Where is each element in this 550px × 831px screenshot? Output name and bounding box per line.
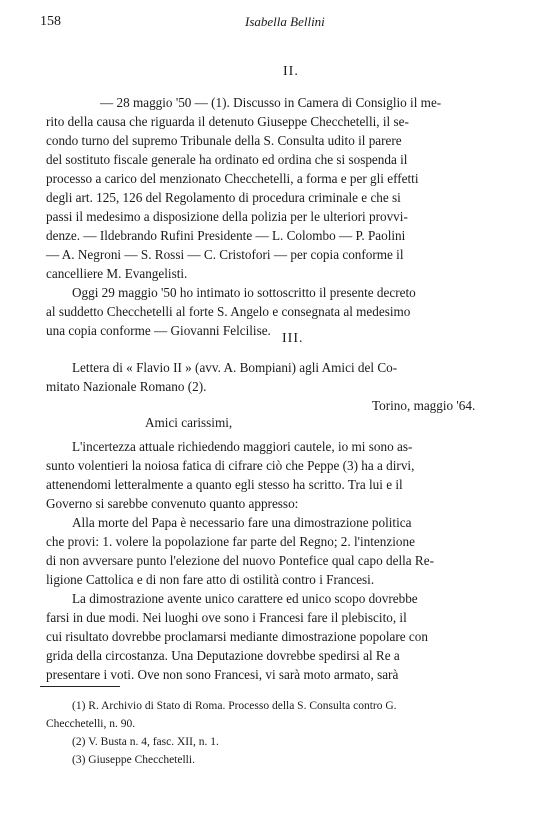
text-line: mitato Nazionale Romano (2). (46, 379, 207, 394)
text-line: che provi: 1. volere la popolazione far parte del Regno; 2. l'intenzione (46, 534, 415, 549)
text-line: una copia conforme — Giovanni Felcilise. (46, 323, 271, 338)
text-line: cancelliere M. Evangelisti. (46, 266, 188, 281)
page-number: 158 (40, 14, 61, 29)
text-line: L'incertezza attuale richiedendo maggiori cautele, io mi sono as- (72, 439, 413, 454)
text-line: farsi in due modi. Nei luoghi ove sono i Francesi fare il plebiscito, il (46, 610, 407, 625)
text-line: processo a carico del menzionato Checchetelli, a forma e per gli effetti (46, 171, 419, 186)
footnote: (1) R. Archivio di Stato di Roma. Processo della S. Consulta contro G. (72, 700, 397, 712)
running-title: Isabella Bellini (245, 14, 325, 29)
text-line: — A. Negroni — S. Rossi — C. Cristofori — per copia conforme il (46, 247, 404, 262)
text-line: sunto volentieri la noiosa fatica di cifrare ciò che Peppe (3) ha a dirvi, (46, 458, 415, 473)
text-line: passi il medesimo a disposizione della polizia per le ulteriori provvi- (46, 209, 408, 224)
text-line: attenendomi letteralmente a quanto egli stesso ha scritto. Tra lui e il (46, 477, 403, 492)
text-line: denze. — Ildebrando Rufini Presidente — L. Colombo — P. Paolini (46, 228, 406, 243)
text-line: al suddetto Checchetelli al forte S. Angelo e consegnata al medesimo (46, 304, 411, 319)
text-line: Alla morte del Papa è necessario fare una dimostrazione politica (72, 515, 412, 530)
text-line: di non avversare punto l'elezione del nuovo Pontefice qual capo della Re- (46, 553, 434, 568)
text-line: rito della causa che riguarda il detenuto Giuseppe Checchetelli, il se- (46, 114, 409, 129)
text-line: condo turno del supremo Tribunale della S. Consulta udito il parere (46, 133, 402, 148)
text-line: presentare i voti. Ove non sono Francesi, vi sarà moto armato, sarà (46, 667, 399, 682)
text-line: grida della circostanza. Una Deputazione dovrebbe spedirsi al Re a (46, 648, 400, 663)
footnote: (3) Giuseppe Checchetelli. (72, 754, 195, 766)
text-line: cui risultato dovrebbe proclamarsi mediante dimostrazione popolare con (46, 629, 428, 644)
text-line: ligione Cattolica e di non fare atto di ostilità contro i Francesi. (46, 572, 375, 587)
footnote: Checchetelli, n. 90. (46, 718, 136, 730)
section-heading-2: II. (283, 64, 299, 79)
text-line: Governo si sarebbe convenuto quanto appresso: (46, 496, 299, 511)
text-line: del sostituto fiscale generale ha ordinato ed ordina che si sospenda il (46, 152, 408, 167)
letter-date: Torino, maggio '64. (372, 398, 476, 413)
text-line: — 28 maggio '50 — (1). Discusso in Camera di Consiglio il me- (100, 95, 442, 110)
footnote: (2) V. Busta n. 4, fasc. XII, n. 1. (72, 736, 219, 748)
letter-salutation: Amici carissimi, (145, 415, 233, 430)
section-heading-3: III. (282, 331, 304, 346)
text-line: Lettera di « Flavio II » (avv. A. Bompiani) agli Amici del Co- (72, 360, 398, 375)
footnote-divider (40, 686, 120, 687)
text-line: degli art. 125, 126 del Regolamento di procedura criminale e che si (46, 190, 401, 205)
text-line: Oggi 29 maggio '50 ho intimato io sottoscritto il presente decreto (72, 285, 416, 300)
text-line: La dimostrazione avente unico carattere ed unico scopo dovrebbe (72, 591, 418, 606)
